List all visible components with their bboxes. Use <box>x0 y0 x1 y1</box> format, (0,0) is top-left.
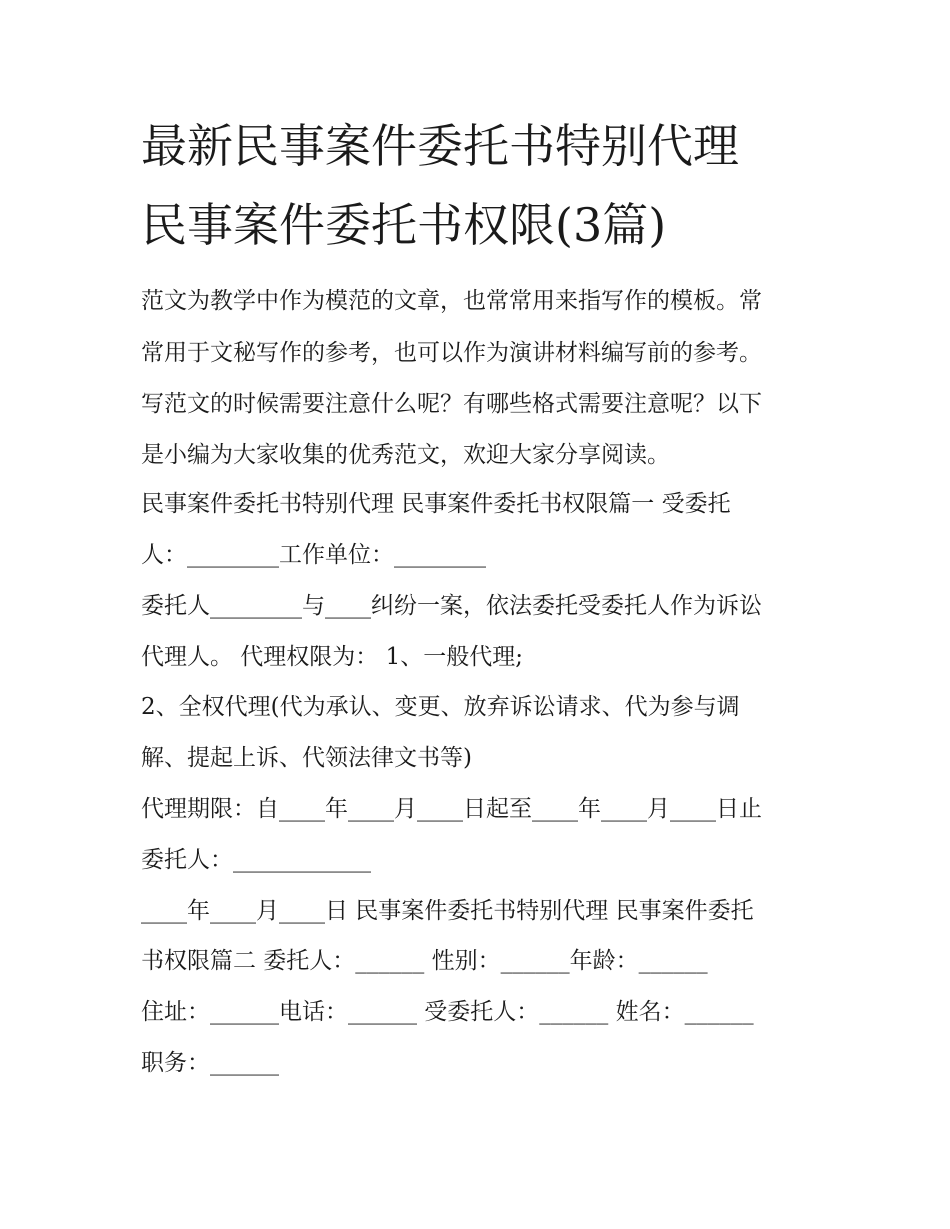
body-line: 住址：______电话：______ 受委托人：______ 姓名：______ <box>141 999 754 1025</box>
body-line: 常用于文秘写作的参考，也可以作为演讲材料编写前的参考。 <box>141 340 762 366</box>
document-title-line-2 <box>141 197 666 253</box>
body-line: 2、全权代理(代为承认、变更、放弃诉讼请求、代为参与调 <box>141 694 740 720</box>
body-line: 委托人________与____纠纷一案，依法委托受委托人作为诉讼 <box>141 593 762 619</box>
body-line: 写范文的时候需要注意什么呢？有哪些格式需要注意呢？以下 <box>141 391 762 417</box>
body-line: 书权限篇二 委托人：______ 性别：______年龄：______ <box>141 948 708 974</box>
document-title-line-1: 最新民事案件委托书特别代理 <box>141 119 739 173</box>
body-line: 解、提起上诉、代领法律文书等) <box>141 745 472 771</box>
body-line: ____年____月____日 民事案件委托书特别代理 民事案件委托 <box>141 898 754 924</box>
body-line: 委托人：____________ <box>141 847 371 873</box>
document-title-line-2-text: 民事案件委托书权限(3篇) <box>141 198 667 252</box>
body-line: 代理期限：自____年____月____日起至____年____月____日止 <box>141 796 762 822</box>
body-line: 人：________工作单位：________ <box>141 542 486 568</box>
body-line: 民事案件委托书特别代理 民事案件委托书权限篇一 受委托 <box>141 491 731 517</box>
body-line: 职务：______ <box>141 1050 279 1076</box>
body-line: 是小编为大家收集的优秀范文，欢迎大家分享阅读。 <box>141 442 670 468</box>
body-line: 范文为教学中作为模范的文章，也常常用来指写作的模板。常 <box>141 288 762 314</box>
body-line: 代理人。 代理权限为： 1、一般代理; <box>141 644 524 670</box>
